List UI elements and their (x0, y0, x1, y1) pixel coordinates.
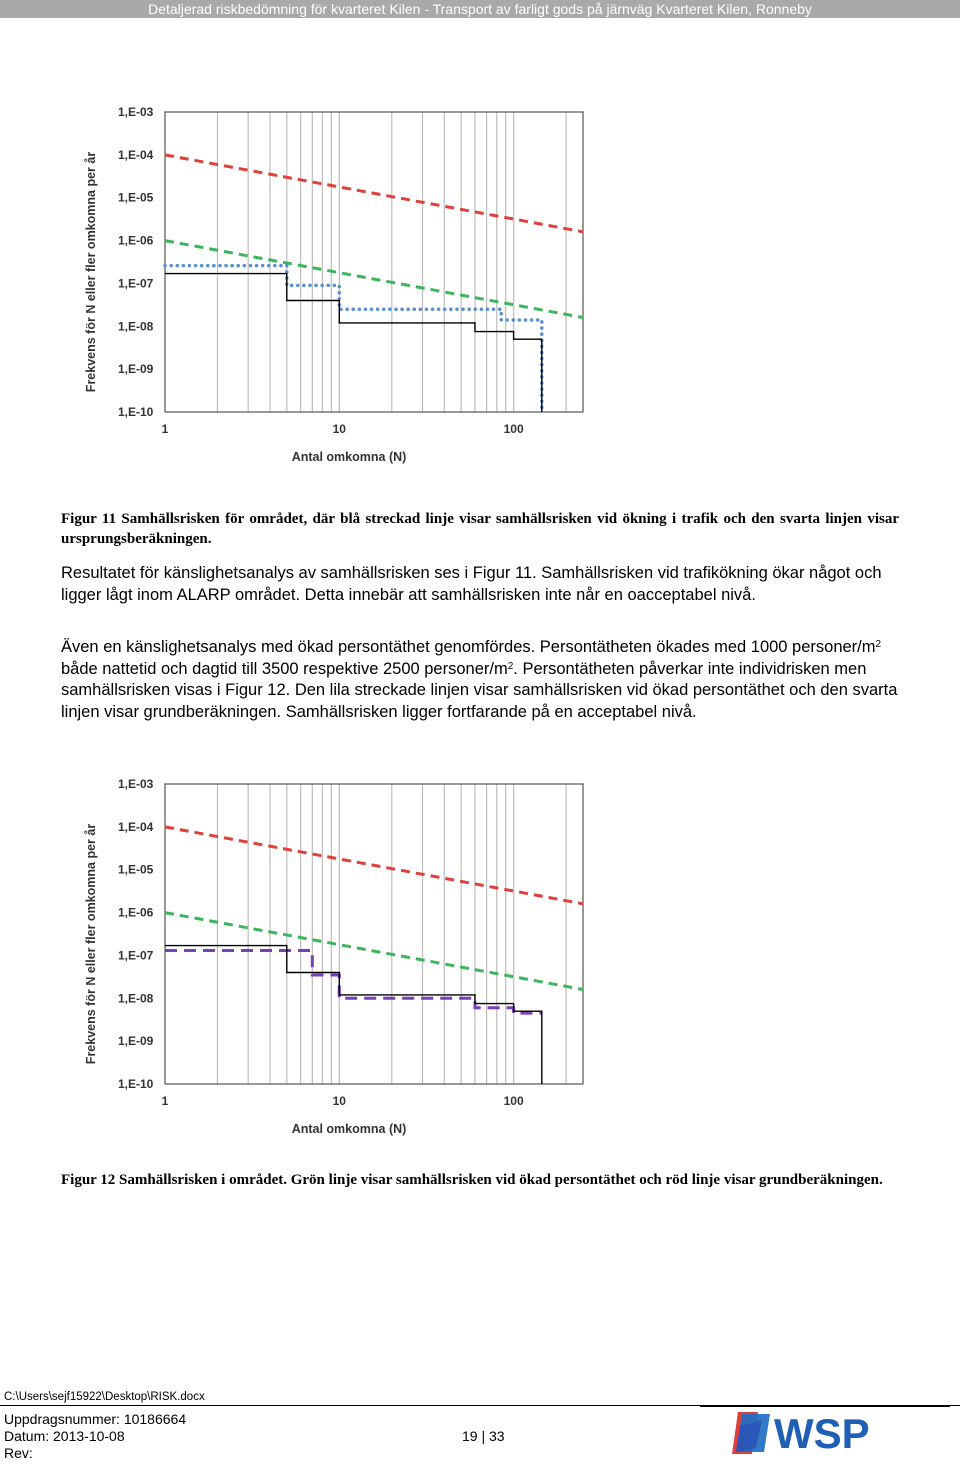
fig12-y-tick-label: 1,E-09 (118, 1034, 154, 1049)
fig12-x-tick-label: 1 (161, 1094, 169, 1108)
fig12-series-red (165, 827, 583, 904)
superscript-1: 2 (875, 639, 882, 650)
fig12-y-tick-label: 1,E-03 (118, 777, 154, 791)
fig12-y-tick-label: 1,E-06 (118, 905, 154, 920)
fig12-series-black (165, 946, 542, 1084)
fig11-series-red (165, 155, 583, 232)
fig12-y-tick-label: 1,E-10 (118, 1077, 154, 1091)
figure-11-chart (0, 95, 620, 475)
paragraph-2 (61, 637, 911, 723)
superscript-2: 2 (507, 660, 514, 672)
fig11-y-tick-label: 1,E-06 (118, 233, 154, 248)
fig11-y-tick-label: 1,E-09 (118, 362, 154, 377)
footer-file-path: C:\Users\sejf15922\Desktop\RISK.docx (4, 1391, 205, 1403)
fig11-series-blue (165, 266, 542, 412)
fig12-y-axis-label: Frekvens för N eller fler omkomna per år (84, 823, 98, 1065)
fig11-x-axis-label: Antal omkomna (N) (291, 450, 407, 464)
fig11-y-tick-label: 1,E-08 (118, 319, 154, 334)
fig11-x-tick-label: 10 (332, 422, 346, 436)
fig11-y-tick-label: 1,E-03 (118, 105, 154, 119)
fig12-y-tick-label: 1,E-08 (118, 991, 154, 1006)
fig12-x-tick-label: 100 (503, 1094, 524, 1108)
fig11-x-tick-label: 100 (503, 422, 524, 436)
fig11-y-axis-label: Frekvens för N eller fler omkomna per år (84, 151, 98, 393)
footer-revision: Rev: (4, 1445, 33, 1461)
paragraph-2-part-b: både nattetid och dagtid till 3500 respektive 2500 personer/m (61, 659, 508, 678)
footer-assignment-number: Uppdragsnummer: 10186664 (4, 1411, 187, 1427)
figure-12-caption: Figur 12 Samhällsrisken i området. Grön linje visar samhällsrisken vid ökad persontäthet och röd linje visar grundberäkningen. (61, 1172, 883, 1188)
fig11-x-tick-label: 1 (161, 422, 169, 436)
fig11-plot-frame (165, 112, 583, 412)
fig11-y-tick-label: 1,E-07 (118, 276, 154, 291)
wsp-logo-text: WSP (774, 1410, 870, 1457)
fig11-y-tick-label: 1,E-10 (118, 405, 154, 419)
fig12-x-tick-label: 10 (332, 1094, 346, 1108)
fig11-y-tick-label: 1,E-04 (118, 147, 154, 162)
paragraph-2-part-a: Även en känslighetsanalys med ökad persontäthet genomfördes. Persontätheten ökades med 1000 personer/m (61, 638, 876, 656)
paragraph-1: Resultatet för känslighetsanalys av samhällsrisken ses i Figur 11. Samhällsrisken vid trafikökning ökar något och ligger lågt inom ALARP området. Detta innebär att samhällsrisken inte når en oacceptabel nivå. (61, 564, 882, 604)
fig12-y-tick-label: 1,E-04 (118, 819, 154, 834)
fig12-y-tick-label: 1,E-05 (118, 862, 154, 877)
footer-page-number: 19 | 33 (462, 1428, 505, 1444)
fig12-plot-frame (165, 784, 583, 1084)
footer-date: Datum: 2013-10-08 (4, 1428, 125, 1444)
figure-11-caption: Figur 11 Samhällsrisken för området, där blå streckad linje visar samhällsrisken vid ökning i trafik och den svarta linjen visar ursprungsberäkningen. (61, 511, 899, 547)
wsp-logo (700, 1400, 950, 1460)
paragraph-2-part-c: . Persontätheten påverkar inte individrisken men samhällsrisken visas i Figur 12. Den lila streckade linjen visar samhällsrisken vid ökad persontäthet och den svarta linjen visar grundberäkningen. Samhällsrisken ligger fortfarande på en acceptabel nivå. (61, 659, 898, 721)
fig12-y-tick-label: 1,E-07 (118, 948, 154, 963)
figure-12-chart (0, 767, 620, 1147)
header-title: Detaljerad riskbedömning för kvarteret Kilen - Transport av farligt gods på järnväg Kvarteret Kilen, Ronneby (148, 1, 812, 17)
fig12-x-axis-label: Antal omkomna (N) (291, 1122, 407, 1136)
wsp-logo-mark (732, 1412, 770, 1454)
fig11-series-black (165, 274, 542, 412)
fig11-series-green (165, 241, 583, 318)
fig11-y-tick-label: 1,E-05 (118, 190, 154, 205)
